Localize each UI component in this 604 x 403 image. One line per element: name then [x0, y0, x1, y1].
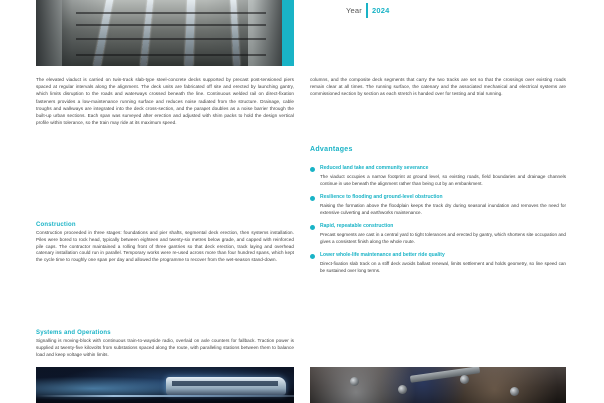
year-label: Year — [346, 5, 362, 15]
advantage-description: Direct-fixation slab track on a stiff deck avoids ballast renewal, limits settlement and holds geometry, so line speed can be sustained over long terms. — [320, 261, 566, 273]
year-value: 2024 — [371, 5, 390, 15]
photo-sleeper — [76, 24, 266, 26]
top-right-heading-fragment — [346, 0, 566, 20]
left-column-section-construction — [36, 222, 294, 264]
photo-bolt — [510, 387, 519, 396]
accent-divider — [366, 3, 368, 18]
bullet-dot-icon — [310, 196, 315, 201]
photo-sleeper — [76, 38, 266, 40]
railway-track-tunnel-photo — [36, 0, 294, 66]
bogie-mechanical-detail-photo — [310, 367, 566, 403]
photo-bolt — [350, 377, 359, 386]
left-column-section-systems — [36, 330, 294, 358]
advantage-description: The viaduct occupies a narrow footprint at ground level, so existing roads, field boundaries and drainage channels continue in use beneath the alignment rather than being cut by an embankment. — [320, 174, 566, 186]
list-item — [310, 252, 566, 274]
advantage-title: Reduced land take and community severance — [320, 165, 429, 171]
list-item — [310, 223, 566, 245]
photo-platform-edge — [36, 395, 294, 397]
photo-accent-strip — [282, 0, 294, 66]
advantage-description: Raising the formation above the floodplain keeps the track dry during seasonal inundation and removes the need for extensive culverting and earthworks maintenance. — [320, 203, 566, 215]
list-item — [310, 165, 566, 187]
advantage-description: Precast segments are cast in a central yard to tight tolerances and erected by gantry, which shortens site occupation and gives a consistent finish along the whole route. — [320, 232, 566, 244]
night-train-at-platform-photo — [36, 367, 294, 403]
photo-sleeper — [76, 54, 266, 56]
photo-train-coach — [166, 377, 286, 395]
section-heading-construction: Construction — [36, 222, 76, 228]
section-paragraph-systems: Signalling is moving-block with continuous train-to-wayside radio, overlaid on axle counters for fallback. Traction power is supplied at twenty-five kilovolts from substations spaced along the route, with paralleling stations between them to balance load and keep voltage within limits. — [36, 338, 294, 357]
advantage-title: Lower whole-life maintenance and better ride quality — [320, 252, 445, 258]
advantages-heading: Advantages — [310, 146, 353, 153]
lead-paragraph: columns, and the composite deck segments that carry the two tracks are set so that the crossings over existing roads remain clear at all times. The running surface, the catenary and the associated mechanical and electrical systems are commissioned section by section as each stretch is handed over for testing and trial running. — [310, 77, 566, 97]
photo-bolt — [398, 385, 407, 394]
photo-sleeper — [76, 12, 266, 14]
bullet-dot-icon — [310, 167, 315, 172]
bullet-dot-icon — [310, 254, 315, 259]
section-paragraph-construction: Construction proceeded in three stages: foundations and pier shafts, segmental deck erection, then systems installation. Piles were bored to rock head, typically between eighteen and twenty-six metres below grade, and capped with reinforced pile caps. The contractor maintained a rolling front of three gantries so that deck erection, track laying and overhead catenary installation could run in parallel. Temporary works were re-used across more than four hundred spans, which kept the cycle time to roughly one span per day and allowed the programme to recover from the wet-season stand-down. — [36, 230, 294, 263]
photo-tunnel-shading — [36, 0, 294, 66]
list-item — [310, 194, 566, 216]
right-column-lead — [310, 76, 566, 98]
advantage-title: Rapid, repeatable construction — [320, 223, 394, 229]
photo-bolt — [460, 375, 469, 384]
advantages-block — [310, 146, 566, 281]
section-heading-systems: Systems and Operations — [36, 330, 111, 336]
advantages-list — [310, 165, 566, 274]
bullet-dot-icon — [310, 225, 315, 230]
intro-paragraph: The elevated viaduct is carried on twin-track slab-type steel-concrete decks supported by precast post-tensioned piers spaced at regular intervals along the alignment. The deck units are fabricated off site and erected by launching gantry, which limits disruption to the roads and waterways crossed beneath the line. Continuous welded rail on direct-fixation fasteners provides a low-maintenance running surface and reduces noise radiated from the structure. Drainage, cable troughs and walkways are integrated into the deck cross-section, and the parapet doubles as a noise barrier through the built-up urban sections. Each span was surveyed after erection and adjusted with shim packs to hold the design vertical profile within tolerance, so the train may ride at its maximum speed. — [36, 77, 294, 126]
advantage-title: Resilience to flooding and ground-level obstruction — [320, 194, 443, 200]
left-column-intro — [36, 76, 294, 126]
